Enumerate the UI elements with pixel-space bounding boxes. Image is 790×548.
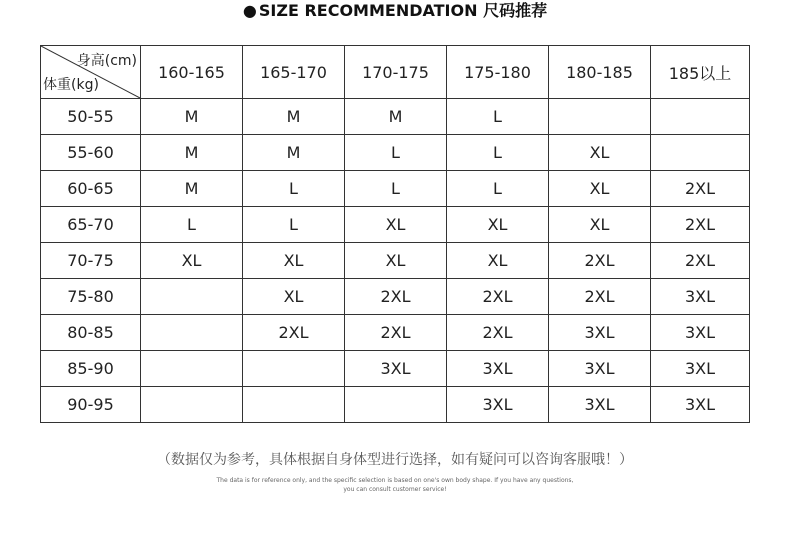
- size-cell: M: [141, 135, 243, 171]
- size-cell: 2XL: [345, 279, 447, 315]
- table-body: [41, 99, 750, 423]
- size-cell: M: [141, 99, 243, 135]
- weight-cell: 75-80: [41, 279, 141, 315]
- table-row: [41, 243, 750, 279]
- weight-cell: 60-65: [41, 171, 141, 207]
- table-row: [41, 135, 750, 171]
- table-row: [41, 99, 750, 135]
- size-cell: M: [345, 99, 447, 135]
- size-cell: M: [141, 171, 243, 207]
- weight-cell: 85-90: [41, 351, 141, 387]
- size-cell: XL: [345, 207, 447, 243]
- size-cell: L: [243, 207, 345, 243]
- size-cell: 3XL: [651, 315, 750, 351]
- table-row: [41, 315, 750, 351]
- size-cell: XL: [549, 135, 651, 171]
- size-cell: M: [243, 99, 345, 135]
- size-cell: 2XL: [651, 171, 750, 207]
- weight-cell: 70-75: [41, 243, 141, 279]
- size-cell: 3XL: [651, 279, 750, 315]
- bullet-icon: ●: [242, 1, 257, 20]
- size-cell: M: [243, 135, 345, 171]
- column-header: 170-175: [345, 46, 447, 99]
- size-cell: 2XL: [243, 315, 345, 351]
- size-cell: 2XL: [549, 279, 651, 315]
- size-cell: L: [243, 171, 345, 207]
- size-cell: [243, 351, 345, 387]
- size-cell: XL: [549, 207, 651, 243]
- size-cell: [651, 99, 750, 135]
- weight-cell: 65-70: [41, 207, 141, 243]
- column-header: 165-170: [243, 46, 345, 99]
- size-cell: XL: [243, 243, 345, 279]
- size-cell: 3XL: [651, 387, 750, 423]
- size-cell: 2XL: [447, 315, 549, 351]
- corner-cell: [41, 46, 141, 99]
- size-cell: [345, 387, 447, 423]
- weight-cell: 90-95: [41, 387, 141, 423]
- size-cell: L: [447, 99, 549, 135]
- page-title: [0, 0, 790, 22]
- size-cell: XL: [549, 171, 651, 207]
- size-cell: XL: [447, 243, 549, 279]
- size-cell: 3XL: [549, 351, 651, 387]
- size-cell: 3XL: [549, 387, 651, 423]
- weight-label: 体重(kg): [43, 77, 99, 93]
- size-cell: L: [447, 135, 549, 171]
- size-cell: [651, 135, 750, 171]
- table-row: [41, 387, 750, 423]
- size-cell: [141, 387, 243, 423]
- size-cell: 3XL: [549, 315, 651, 351]
- reference-note: （数据仅为参考，具体根据自身体型进行选择，如有疑问可以咨询客服哦！）: [157, 452, 633, 468]
- column-header: 180-185: [549, 46, 651, 99]
- size-cell: 3XL: [345, 351, 447, 387]
- weight-cell: 50-55: [41, 99, 141, 135]
- size-cell: 2XL: [651, 207, 750, 243]
- size-cell: XL: [243, 279, 345, 315]
- title-text: SIZE RECOMMENDATION 尺码推荐: [258, 1, 548, 20]
- table-row: [41, 279, 750, 315]
- size-cell: 3XL: [651, 351, 750, 387]
- size-cell: 2XL: [549, 243, 651, 279]
- size-cell: 2XL: [447, 279, 549, 315]
- size-cell: [141, 279, 243, 315]
- size-cell: L: [447, 171, 549, 207]
- size-cell: 2XL: [345, 315, 447, 351]
- size-cell: L: [345, 171, 447, 207]
- size-cell: [141, 351, 243, 387]
- english-note-line-1: The data is for reference only, and the specific selection is based on one's own body shape. If you have any questions,: [216, 477, 574, 484]
- column-header: 175-180: [447, 46, 549, 99]
- size-cell: 2XL: [651, 243, 750, 279]
- english-note-line-2: you can consult customer service!: [343, 486, 447, 493]
- size-cell: 3XL: [447, 351, 549, 387]
- size-cell: L: [345, 135, 447, 171]
- size-cell: XL: [345, 243, 447, 279]
- size-cell: [141, 315, 243, 351]
- height-label: 身高(cm): [76, 53, 137, 69]
- size-cell: XL: [141, 243, 243, 279]
- weight-cell: 80-85: [41, 315, 141, 351]
- header-row: [41, 46, 750, 99]
- column-header: 185以上: [651, 46, 750, 99]
- size-chart-table: [40, 45, 750, 423]
- size-cell: XL: [447, 207, 549, 243]
- table-row: [41, 351, 750, 387]
- size-cell: 3XL: [447, 387, 549, 423]
- table-row: [41, 171, 750, 207]
- size-cell: [549, 99, 651, 135]
- size-cell: L: [141, 207, 243, 243]
- weight-cell: 55-60: [41, 135, 141, 171]
- size-cell: [243, 387, 345, 423]
- column-header: 160-165: [141, 46, 243, 99]
- table-row: [41, 207, 750, 243]
